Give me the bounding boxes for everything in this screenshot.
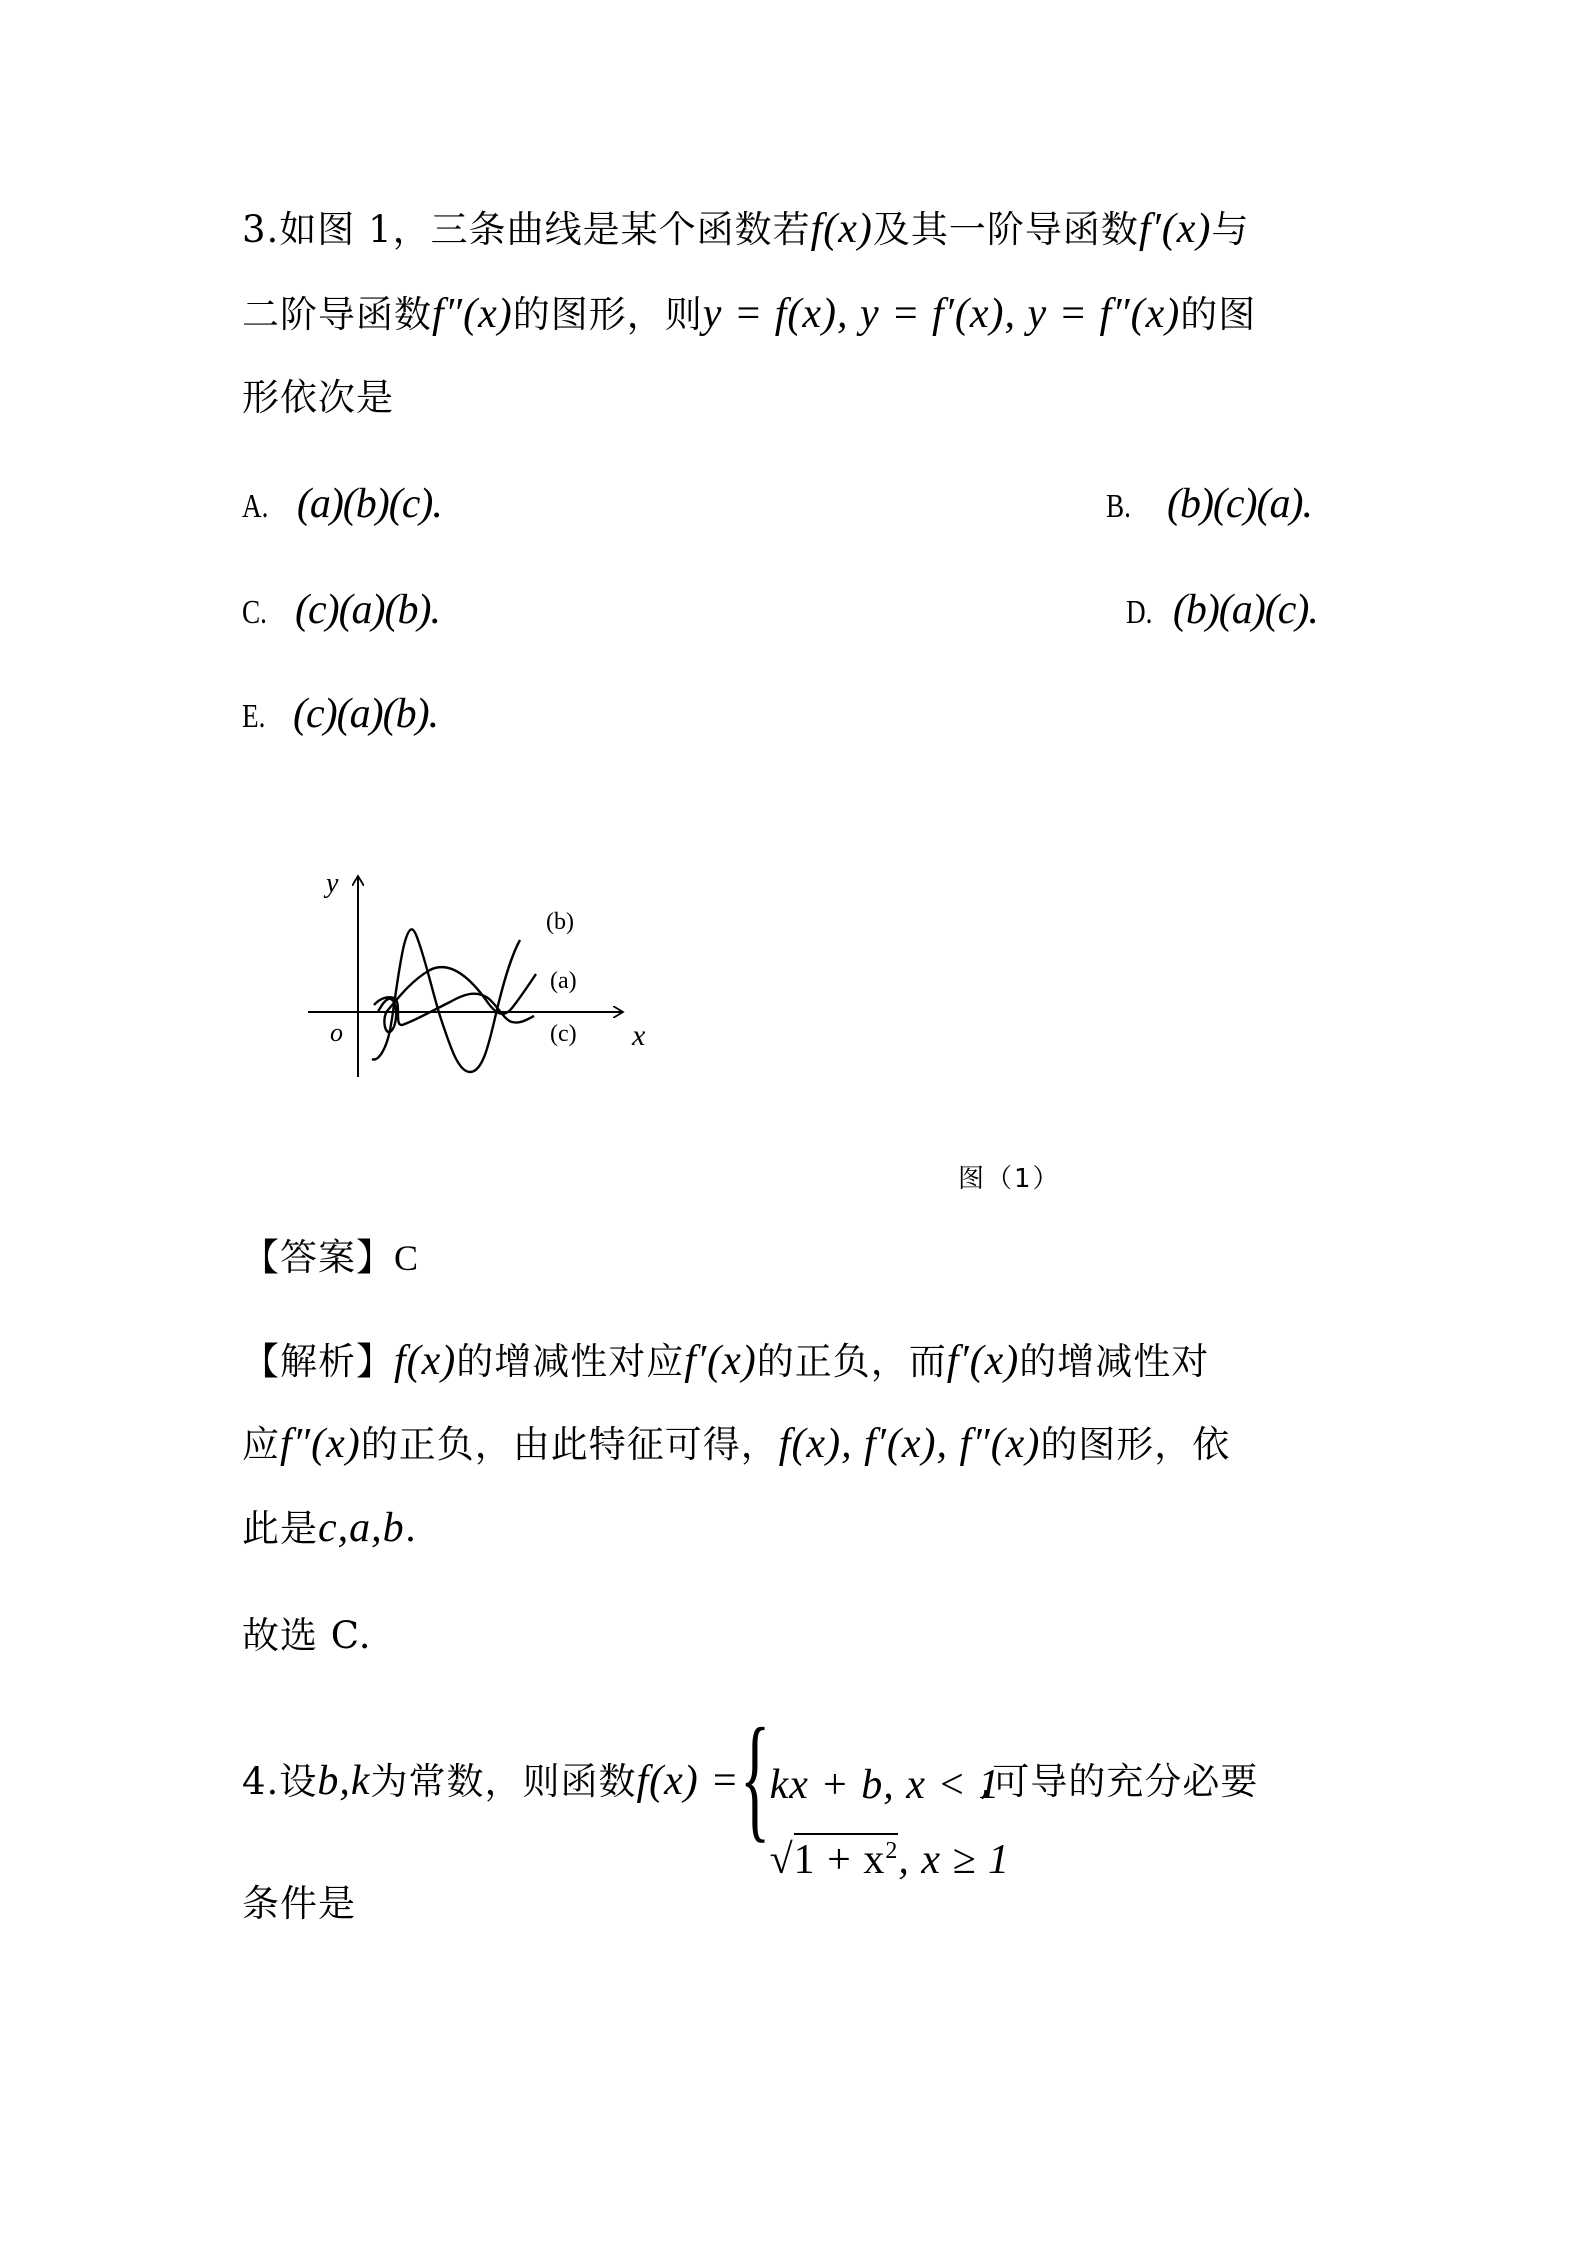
q3-stem-line2: [242, 290, 1256, 339]
curve-label-b: (b): [546, 909, 574, 935]
option-a[interactable]: [242, 480, 442, 531]
option-value: (c)(a)(b).: [294, 587, 441, 633]
math-fprime: f′(x): [684, 1338, 757, 1384]
analysis-text: 的正负，由此特征可得，: [360, 1423, 779, 1466]
piecewise-case-2: [770, 1786, 1010, 1925]
option-label: D.: [1126, 594, 1153, 631]
analysis-text: 的正负，而: [756, 1340, 947, 1383]
answer-value: C: [394, 1238, 420, 1278]
left-brace-icon: {: [739, 1699, 771, 1855]
q4-stem-line2: [242, 1880, 356, 1928]
q3-text: 与: [1211, 208, 1250, 251]
case-2-condition: , x ≥ 1: [898, 1836, 1011, 1883]
q3-stem-line3: [242, 374, 394, 422]
q4-text: ,可导的充分必要: [979, 1760, 1259, 1803]
figure-caption: 图（1）: [958, 1164, 1061, 1194]
math-fx-eq: f(x) =: [636, 1758, 740, 1804]
option-b[interactable]: [1106, 480, 1312, 531]
analysis-line2: [242, 1420, 1230, 1469]
math-fx: f(x): [394, 1338, 457, 1384]
radicand-text: 1 + x: [793, 1836, 886, 1883]
q3-text: 的图: [1180, 293, 1257, 336]
math-bk: b,k: [317, 1758, 371, 1804]
q3-text: 形依次是: [242, 376, 394, 419]
q3-stem-line1: [242, 205, 1249, 254]
piecewise-case-1: kx + b, x < 1: [769, 1761, 1001, 1808]
option-value: (c)(a)(b).: [293, 691, 439, 737]
exponent: 2: [885, 1837, 899, 1864]
math-cab: c,a,b: [318, 1505, 405, 1551]
option-c[interactable]: [242, 586, 440, 637]
q4-stem-line1: [242, 1699, 1259, 1883]
q4-text: 为常数，则函数: [370, 1760, 637, 1803]
option-d[interactable]: [1126, 586, 1318, 637]
analysis-text: .: [404, 1507, 418, 1550]
analysis-text: 的图形，依: [1040, 1423, 1231, 1466]
option-value: (a)(b)(c).: [296, 481, 442, 527]
analysis-text: 的增减性对应: [456, 1340, 685, 1383]
piecewise-function: [739, 1699, 1011, 1883]
conclusion-line: [242, 1612, 372, 1660]
option-value: (b)(c)(a).: [1166, 481, 1313, 527]
q4-number: 4.: [242, 1760, 280, 1803]
curve-label-c: (c): [550, 1021, 577, 1047]
sqrt-icon: √: [769, 1836, 794, 1883]
option-value: (b)(a)(c).: [1172, 587, 1318, 633]
analysis-text: 此是: [242, 1507, 318, 1550]
q3-text: 如图 1，三条曲线是某个函数若: [279, 208, 811, 251]
math-fx: f(x): [810, 206, 873, 252]
analysis-text: 的增减性对: [1019, 1340, 1210, 1383]
analysis-label: 【解析】: [242, 1340, 394, 1383]
math-fprime: f′(x): [946, 1338, 1020, 1384]
analysis-line1: [242, 1337, 1209, 1386]
q3-text: 及其一阶导函数: [872, 208, 1139, 251]
option-label: C.: [242, 594, 267, 631]
math-f-list: f(x), f′(x), f″(x): [778, 1421, 1041, 1467]
figure-1-graph: [290, 850, 670, 1090]
option-e[interactable]: [242, 690, 438, 741]
option-label: B.: [1106, 488, 1131, 525]
math-fprime: f′(x): [1138, 206, 1212, 252]
curve-label-a: (a): [550, 968, 577, 994]
q3-number: 3.: [242, 208, 280, 251]
answer-label: 【答案】: [242, 1236, 394, 1279]
q4-text: 设: [279, 1760, 318, 1803]
math-y-equations: y = f(x), y = f′(x), y = f″(x): [702, 291, 1181, 337]
conclusion-text: 故选 C.: [242, 1614, 372, 1657]
math-fdoubleprime: f″(x): [280, 1421, 361, 1467]
option-label: E.: [242, 698, 266, 735]
q4-text: 条件是: [242, 1882, 356, 1925]
answer-line: [242, 1234, 419, 1282]
y-axis-label: y: [326, 868, 339, 899]
analysis-line3: [242, 1504, 417, 1553]
math-fdoubleprime: f″(x): [432, 291, 513, 337]
option-label: A.: [242, 488, 269, 525]
analysis-text: 应: [242, 1423, 280, 1466]
q3-text: 的图形，则: [512, 293, 703, 336]
sqrt-radicand: [794, 1833, 899, 1883]
x-axis-label: x: [632, 1019, 646, 1052]
origin-label: o: [330, 1018, 343, 1047]
q3-text: 二阶导函数: [242, 293, 432, 336]
